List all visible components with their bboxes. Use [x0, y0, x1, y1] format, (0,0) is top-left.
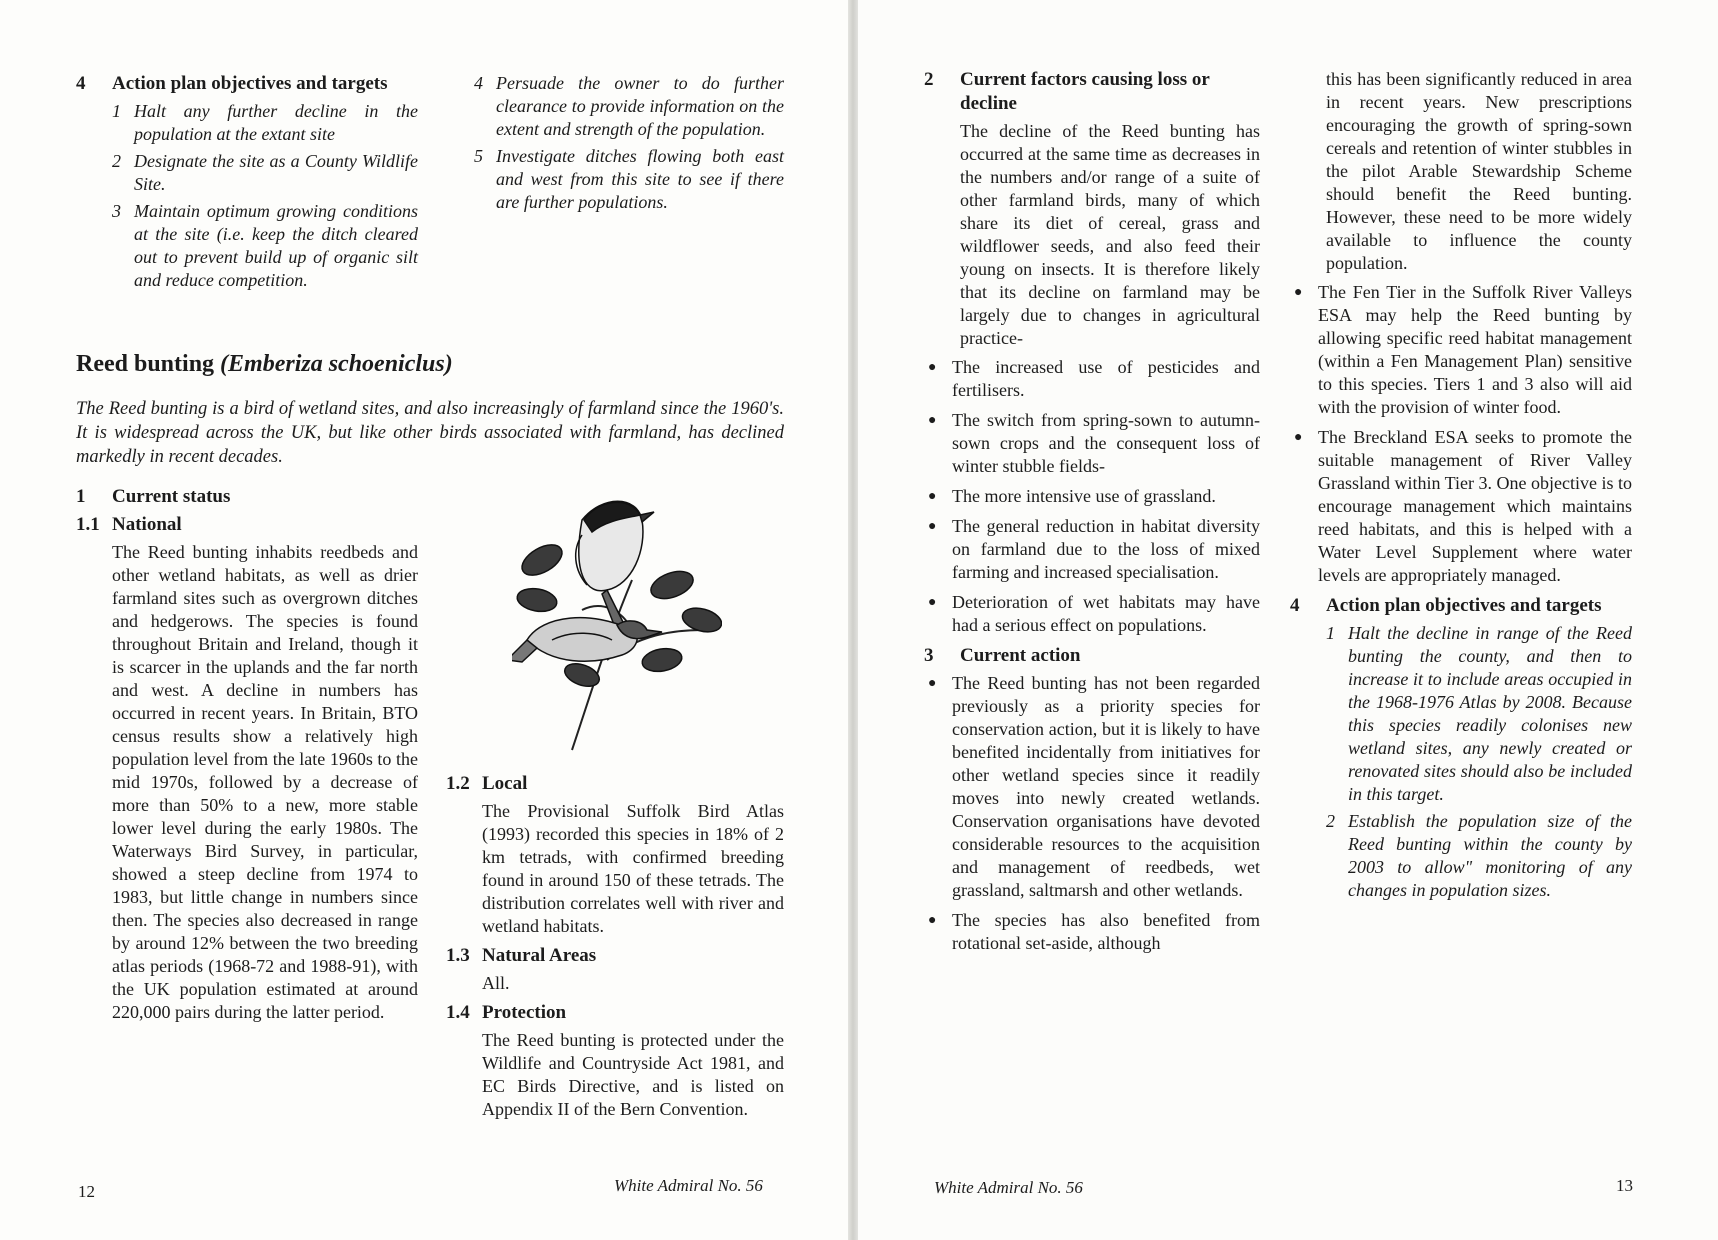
page-gutter	[848, 0, 858, 1240]
action-list	[924, 672, 1260, 955]
local-status-column	[446, 772, 784, 1127]
natural-areas-text: All.	[482, 973, 510, 993]
current-status-column	[76, 485, 418, 1030]
subsection-heading: 1.2 Local	[446, 773, 528, 794]
list-item: ● The Reed bunting has not been regarded previously as a priority species for conservation action, but it is likely to have benefited incidentally from initiatives for other wetland species since it readily moves into newly created wetlands. Conservation organisations have devoted considerable resources to the acquisition and management of reedbeds, wet grassland, saltmarsh and other wetlands.	[928, 673, 1260, 900]
factors-column	[924, 68, 1260, 962]
list-item: 3 Maintain optimum growing conditions at the site (i.e. keep the ditch cleared out to prevent build up of organic silt and reduce competition.	[112, 201, 418, 290]
action-plan-top-left	[76, 72, 418, 296]
section-title: Action plan objectives and targets	[112, 73, 388, 94]
subsection-heading: 1.3 Natural Areas	[446, 945, 597, 966]
page-footer: White Admiral No. 56	[934, 1178, 1083, 1197]
list-item: ● The Breckland ESA seeks to promote the suitable management of River Valley Grassland within Tier 3. One objective is to encourage management which maintains reed habitats, and this is helped with a Water Level Supplement where water levels are appropriately managed.	[1294, 427, 1632, 585]
objectives-list	[1290, 622, 1632, 902]
list-item: ● The switch from spring-sown to autumn-sown crops and the consequent loss of winter stubble fields-	[928, 410, 1260, 476]
section-heading: 4 Action plan objectives and targets	[1290, 595, 1602, 616]
section-heading	[76, 72, 418, 96]
protection-text: The Reed bunting is protected under the Wildlife and Countryside Act 1981, and EC Birds Directive, and is listed on Appendix II of the Bern Convention.	[482, 1030, 784, 1119]
section-number: 4	[76, 73, 86, 94]
factors-text: The decline of the Reed bunting has occurred at the same time as decreases in the numbers and/or range of a suite of other farmland birds, many of which share its diet of cereal, grass and wildflower seeds, and also feed their young on insects. It is therefore likely that its decline on farmland may be largely due to changes in agricultural practice-	[960, 121, 1260, 348]
list-item: ● The species has also benefited from rotational set-aside, although	[928, 910, 1260, 953]
factors-list	[924, 356, 1260, 637]
list-item: 1 Halt any further decline in the population at the extant site	[112, 101, 418, 144]
list-item: 2 Establish the population size of the Reed bunting within the county by 2003 to allow" monitoring of any changes in population sizes.	[1326, 811, 1632, 900]
species-title: Reed bunting (Emberiza schoeniclus)	[76, 351, 453, 377]
list-item: ● The Fen Tier in the Suffolk River Valleys ESA may help the Reed bunting by allowing specific reed habitat management (within a Fen Management Plan) sensitive to this species. Tiers 1 and 3 also will aid with the provision of winter food.	[1294, 282, 1632, 417]
page-number: 13	[1616, 1176, 1633, 1195]
objectives-list	[76, 100, 418, 292]
objectives-list-continued	[474, 72, 784, 214]
list-item: ● The general reduction in habitat diversity on farmland due to the loss of mixed farming and increased specialisation.	[928, 516, 1260, 582]
reed-bunting-illustration	[512, 490, 722, 760]
national-text: The Reed bunting inhabits reedbeds and other wetland habitats, as well as drier farmland sites such as overgrown ditches and hedgerows. The species is found throughout Britain and Ireland, though it is scarcer in the uplands and the far north and west. A decline in numbers has occurred in recent years. In Britain, BTO census results show a relatively high population level from the late 1960s to the mid 1970s, followed by a decrease of more than 50% to a new, more stable lower level during the early 1980s. The Waterways Bird Survey, in particular, showed a steep decline from 1974 to 1983, but little change in numbers since then. The species also decreased in range by around 12% between the two breeding atlas periods (1968-72 and 1988-91), with the UK population estimated at around 220,000 pairs during the latter period.	[112, 542, 418, 1022]
list-item: ● The more intensive use of grassland.	[928, 486, 1216, 506]
subsection-heading: 1.4 Protection	[446, 1002, 567, 1023]
list-item: 2 Designate the site as a County Wildlife Site.	[112, 151, 418, 194]
species-intro: The Reed bunting is a bird of wetland sites, and also increasingly of farmland since the 1960's. It is widespread across the UK, but like other birds associated with farmland, has declined markedly in recent decades.	[76, 399, 784, 467]
action-column	[1290, 68, 1632, 906]
species-latin-name: (Emberiza schoeniclus)	[220, 351, 453, 377]
local-text: The Provisional Suffolk Bird Atlas (1993) recorded this species in 18% of 2 km tetrads, with confirmed breeding found in around 150 of these tetrads. The distribution correlates well with river and wetland habitats.	[482, 801, 784, 936]
esa-list	[1290, 281, 1632, 587]
list-item: 5 Investigate ditches flowing both east and west from this site to see if there are further populations.	[474, 146, 784, 212]
page-footer: White Admiral No. 56	[614, 1176, 763, 1195]
page-number: 12	[78, 1182, 95, 1201]
list-item: 4 Persuade the owner to do further clearance to provide information on the extent and strength of the population.	[474, 73, 784, 139]
section-heading: 2 Current factors causing loss or decline	[924, 69, 1210, 114]
left-page	[0, 0, 848, 1240]
list-item: ● The increased use of pesticides and fertilisers.	[928, 357, 1260, 400]
subsection-heading: 1.1 National	[76, 514, 182, 535]
list-item: 1 Halt the decline in range of the Reed bunting the county, and then to increase it to include areas occupied in the 1968-1976 Atlas by 2008. Because this species readily colonises new wetland sites, any newly created or renovated sites should also be included in this target.	[1326, 623, 1632, 804]
list-item: ● Deterioration of wet habitats may have had a serious effect on populations.	[928, 592, 1260, 635]
right-page	[858, 0, 1718, 1240]
set-aside-continued: this has been significantly reduced in area in recent years. New prescriptions encouraging the growth of spring-sown cereals and retention of winter stubbles in the pilot Arable Stewardship Scheme should benefit the Reed bunting. However, these need to be more widely available to influence the county population.	[1326, 69, 1632, 273]
section-heading: 1 Current status	[76, 486, 231, 507]
section-heading: 3 Current action	[924, 645, 1081, 666]
action-plan-top-right	[474, 72, 784, 218]
